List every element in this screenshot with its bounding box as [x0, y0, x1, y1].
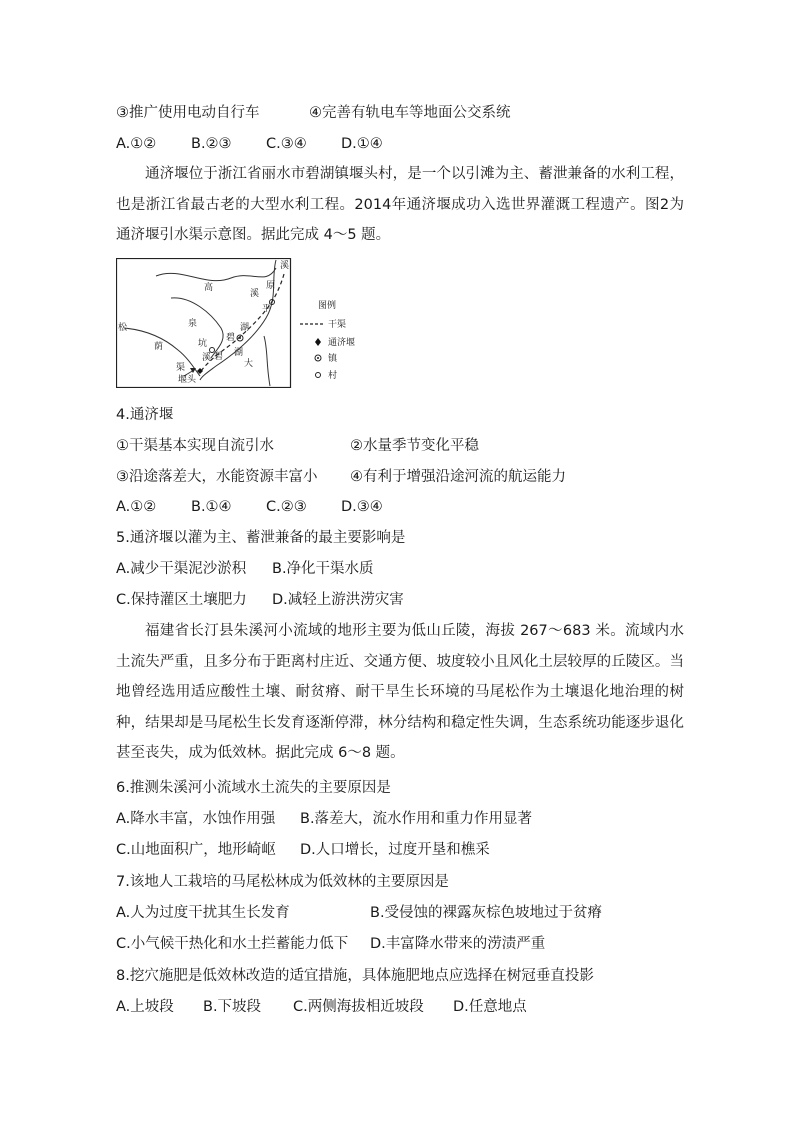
q5-option-c[interactable]: C.保持灌区土壤肥力: [116, 592, 247, 608]
river-main: [200, 260, 276, 380]
legend-weir-label: 通济堰: [328, 338, 356, 348]
map-label-song: 松: [118, 323, 128, 333]
q5-option-a[interactable]: A.减少干渠泥沙淤积: [116, 561, 247, 577]
q6-option-d[interactable]: D.人口增长，过度开垦和樵采: [300, 842, 490, 858]
legend-town-label: 镇: [328, 354, 338, 364]
q4-statement-1: ①干渠基本实现自流引水: [116, 438, 274, 454]
q7-option-d[interactable]: D.丰富降水带来的涝渍严重: [370, 936, 546, 952]
map-label-bi2: 碧: [214, 352, 224, 362]
map-legend-title: 图例: [318, 301, 337, 311]
q3-option-b[interactable]: B.②③: [191, 136, 232, 152]
map-label-qu: 渠: [176, 363, 186, 373]
q8-options: [116, 997, 527, 1017]
river-songyin: [124, 328, 200, 376]
q3-option-c[interactable]: C.③④: [266, 136, 307, 152]
river-da: [264, 336, 270, 386]
map-label-da: 大: [244, 359, 254, 369]
map-label-yantou: 堰头: [178, 375, 197, 385]
q5-stem: 5.通济堰以灌为主、蓄泄兼备的最主要影响是: [116, 530, 406, 546]
map-label-quan: 泉: [188, 319, 198, 329]
q3-item-3: ③推广使用电动自行车: [116, 105, 260, 121]
q4-option-a[interactable]: A.①②: [116, 499, 157, 515]
q6-option-b[interactable]: B.落差大，流水作用和重力作用显著: [300, 811, 533, 827]
legend-canal-label: 干渠: [328, 320, 347, 330]
q7-option-a[interactable]: A.人为过度干扰其生长发育: [116, 905, 290, 921]
q4-statement-4: ④有利于增强沿途河流的航运能力: [350, 469, 566, 485]
open-circle-icon: [316, 373, 321, 378]
map-label-keng: 坑: [198, 339, 208, 349]
map-label-bi1: 碧: [226, 333, 236, 343]
q3-options: [116, 134, 383, 154]
q4-option-b[interactable]: B.①④: [191, 499, 232, 515]
q4-option-d[interactable]: D.③④: [341, 499, 383, 515]
map-label-gao: 高: [204, 283, 214, 293]
q3-option-a[interactable]: A.①②: [116, 136, 157, 152]
map-label-ping: 平: [262, 304, 272, 314]
passage-tongjiyan-text: 通济堰位于浙江省丽水市碧湖镇堰头村，是一个以引滩为主、蓄泄兼备的水利工程，也是浙江省最古老的大型水利工程。2014年通济堰成功入选世界灌溉工程遗产。图2为通济堰引水渠示意图。据此完成 4～5 题。: [116, 166, 684, 243]
q6-option-c[interactable]: C.山地面积广，地形崎岖: [116, 842, 276, 858]
q8-option-c[interactable]: C.两侧海拔相近坡段: [293, 999, 424, 1015]
passage-tongjiyan: [116, 159, 684, 251]
map-label-xi1: 溪: [250, 289, 260, 299]
q6-stem: 6.推测朱溪河小流域水土流失的主要原因是: [116, 780, 391, 796]
q7-option-c[interactable]: C.小气候干热化和水土拦蓄能力低下: [116, 936, 349, 952]
map-label-xi3: 溪: [202, 353, 212, 363]
town-bihu-dot: [239, 337, 241, 339]
q4-statement-3: ③沿途落差大，水能资源丰富小: [116, 469, 318, 485]
q8-stem: 8.挖穴施肥是低效林改造的适宜措施，具体施肥地点应选择在树冠垂直投影: [116, 968, 594, 984]
river-gaoxi: [156, 268, 276, 281]
q4-statement-2: ②水量季节变化平稳: [350, 438, 479, 454]
map-label-hu1: 湖: [240, 323, 250, 333]
q5-option-d[interactable]: D.减轻上游洪涝灾害: [272, 592, 404, 608]
q7-option-b[interactable]: B.受侵蚀的裸露灰棕色坡地过于贫瘠: [370, 905, 603, 921]
q8-option-a[interactable]: A.上坡段: [116, 999, 174, 1015]
q3-item-4: ④完善有轨电车等地面公交系统: [309, 105, 511, 121]
q8-option-d[interactable]: D.任意地点: [453, 999, 527, 1015]
legend-village-label: 村: [328, 371, 338, 381]
map-label-yin: 荫: [154, 342, 164, 352]
q7-stem: 7.该地人工栽培的马尾松林成为低效林的主要原因是: [116, 874, 449, 890]
q5-option-b[interactable]: B.净化干渠水质: [272, 561, 374, 577]
q4-option-c[interactable]: C.②③: [266, 499, 307, 515]
passage-zhuxi: [116, 616, 684, 769]
q4-options: [116, 497, 383, 517]
q3-option-d[interactable]: D.①④: [341, 136, 383, 152]
tongjiyan-channel-map: [116, 258, 408, 388]
map-label-hu2: 湖: [234, 348, 244, 358]
passage-zhuxi-text: 福建省长汀县朱溪河小流域的地形主要为低山丘陵，海拔 267～683 米。流域内水土流失严重，且多分布于距离村庄近、交通方便、坡度较小且风化土层较厚的丘陵区。当地曾经选用适应酸性土壤、耐贫瘠、耐干旱生长环境的马尾松作为土壤退化地治理的树种，结果却是马尾松生长发育逐渐停滞，林分结构和稳定性失调，生态系统功能逐步退化甚至丧失，成为低效林。据此完成 6～8 题。: [116, 623, 684, 761]
q4-stem: 4.通济堰: [116, 407, 174, 423]
q8-option-b[interactable]: B.下坡段: [203, 999, 262, 1015]
filled-diamond-icon: [315, 338, 321, 346]
map-label-xi2: 溪: [280, 261, 290, 271]
q6-option-a[interactable]: A.降水丰富，水蚀作用强: [116, 811, 276, 827]
map-label-yuan: 原: [266, 281, 276, 291]
